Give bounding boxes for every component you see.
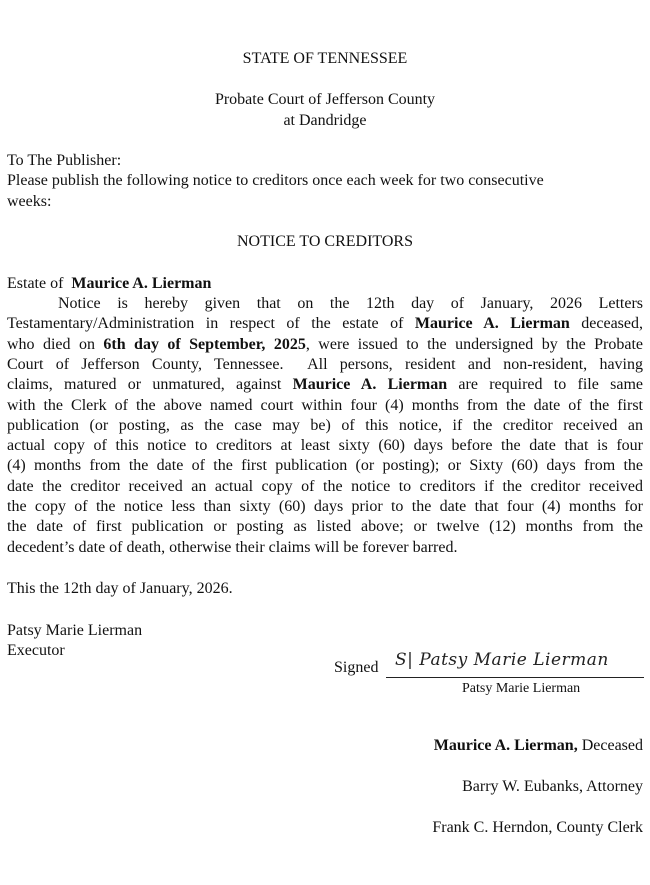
body-line [7, 517, 643, 537]
body-text: date the creditor received an actual copy of the notice to creditors if the creditor received [7, 477, 643, 495]
body-text: publication (or posting, as the case may be) of this notice, if the creditor received an [7, 416, 643, 434]
handwritten-signature: S| Patsy Marie Lierman [395, 650, 609, 670]
body-line [7, 497, 643, 517]
executor-title: Executor [7, 642, 65, 659]
body-text: the copy of the notice less than sixty (60) days prior to the date that four (4) months for [7, 498, 643, 515]
body-text: actual copy of this notice to creditors at least sixty (60) days before the date that is four [7, 437, 643, 455]
court-location: at Dandridge [283, 112, 367, 129]
body-text: Court of Jefferson County, Tennessee. All persons, resident and non-resident, having [7, 355, 643, 373]
bold-text: Maurice A. Lierman [414, 315, 570, 333]
court-name: Probate Court of Jefferson County [214, 91, 436, 108]
body-text: Testamentary/Administration in respect of the estate of [7, 315, 415, 333]
instruction-line-2: weeks: [7, 193, 52, 210]
body-text: decedent’s date of death, otherwise their claims will be forever barred. [7, 538, 458, 556]
body-text: (4) months from the date of the first publication (or posting); or Sixty (60) days from the [7, 457, 643, 475]
body-line [58, 294, 643, 314]
body-line [7, 375, 643, 395]
body-text: Notice is hereby given that on the 12th day of January, 2026 Letters [58, 295, 643, 312]
body-line [7, 538, 643, 558]
body-line [7, 335, 643, 355]
body-line [7, 477, 643, 497]
signature-printed-name: Patsy Marie Lierman [462, 681, 581, 696]
body-line [7, 314, 643, 334]
date-line: This the 12th day of January, 2026. [7, 580, 233, 597]
signature-line [386, 677, 644, 678]
body-line [7, 436, 643, 456]
body-line [7, 396, 643, 416]
body-text: claims, matured or unmatured, against [7, 376, 293, 394]
body-text: the date of first publication or posting as listed above; or twelve (12) months from the [7, 518, 643, 536]
clerk-line: Frank C. Herndon, County Clerk [432, 819, 643, 836]
deceased-name: Maurice A. Lierman, [433, 737, 578, 754]
notice-title: NOTICE TO CREDITORS [236, 233, 413, 250]
estate-label: Estate of [7, 275, 64, 292]
instruction-line-1: Please publish the following notice to creditors once each week for two consecutive [7, 172, 544, 189]
body-line [7, 456, 643, 476]
body-line [7, 416, 643, 436]
deceased-line [434, 736, 643, 756]
body-text: with the Clerk of the above named court within four (4) months from the date of the first [7, 396, 643, 414]
executor-name: Patsy Marie Lierman [7, 622, 143, 639]
body-text: who died on [7, 335, 104, 353]
addressee: To The Publisher: [7, 152, 122, 169]
signed-label: Signed [334, 659, 379, 676]
bold-text: Maurice A. Lierman [292, 376, 448, 394]
body-text: deceased, [569, 315, 644, 333]
estate-line [7, 274, 211, 294]
attorney-line: Barry W. Eubanks, Attorney [462, 778, 643, 795]
bold-text: 6th day of September, 2025 [103, 335, 306, 353]
deceased-label: Deceased [577, 737, 643, 754]
estate-name: Maurice A. Lierman [71, 275, 212, 292]
state-heading: STATE OF TENNESSEE [242, 50, 408, 67]
body-text: , were issued to the undersigned by the Probate [305, 335, 643, 353]
body-line [7, 355, 643, 375]
body-text: are required to file same [447, 376, 643, 394]
